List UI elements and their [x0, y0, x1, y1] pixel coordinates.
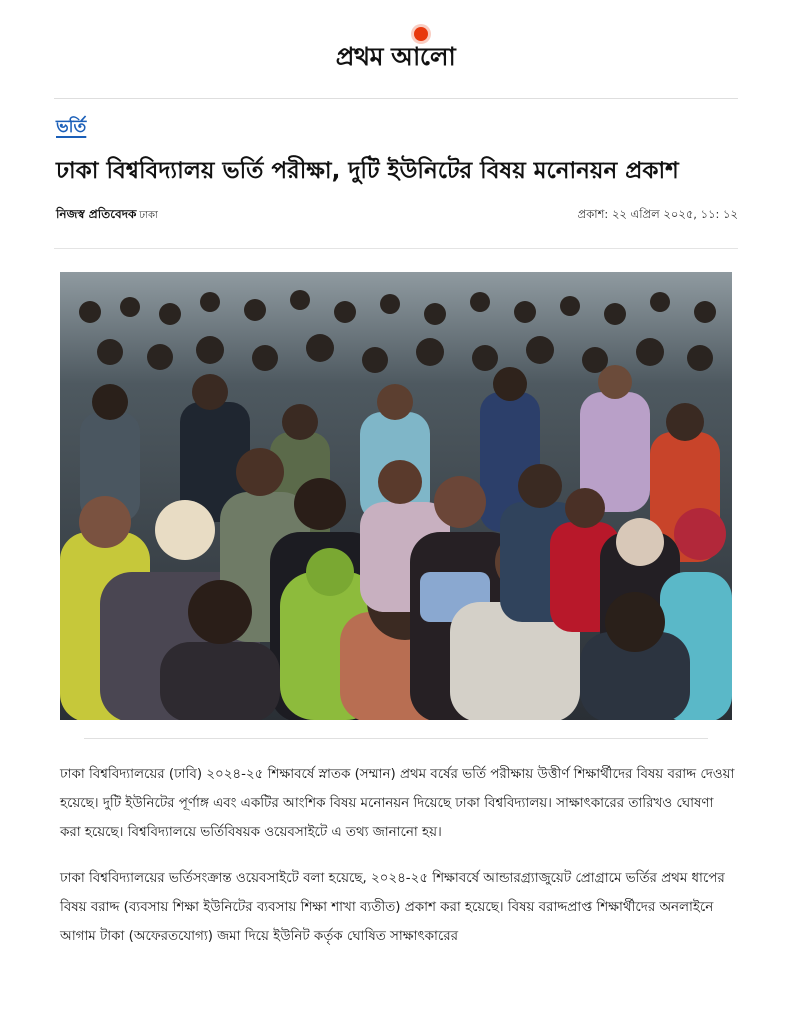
site-logo[interactable] — [336, 31, 456, 80]
article-body — [60, 760, 736, 968]
logo-sun-icon — [414, 27, 428, 41]
masthead — [0, 30, 791, 80]
byline-divider — [54, 248, 738, 249]
caption-divider — [84, 738, 708, 739]
header-divider — [54, 98, 738, 99]
author-name[interactable]: নিজস্ব প্রতিবেদক — [56, 207, 137, 221]
logo-text: প্রথম আলো — [335, 41, 456, 71]
paragraph: ঢাকা বিশ্ববিদ্যালয়ের ভর্তিসংক্রান্ত ওয়েবসাইটে বলা হয়েছে, ২০২৪-২৫ শিক্ষাবর্ষে আন্ডারগ্র্যাজুয়েট প্রোগ্রামে ভর্তির প্রথম ধাপের বিষয় বরাদ্দ (ব্যবসায় শিক্ষা ইউনিটের ব্যবসায় শিক্ষা শাখা ব্যতীত) প্রকাশ করা হয়েছে। বিষয় বরাদ্দপ্রাপ্ত শিক্ষার্থীদের অনলাইনে আগাম টাকা (অফেরতযোগ্য) জমা দিয়ে ইউনিট কর্তৃক ঘোষিত সাক্ষাৎকারের — [60, 871, 725, 944]
byline — [56, 206, 738, 226]
article-photo — [60, 272, 732, 720]
paragraph: ঢাকা বিশ্ববিদ্যালয়ের (ঢাবি) ২০২৪-২৫ শিক্ষাবর্ষে স্নাতক (সম্মান) প্রথম বর্ষের ভর্তি পরীক্ষায় উত্তীর্ণ শিক্ষার্থীদের বিষয় বরাদ্দ দেওয়া হয়েছে। দুটি ইউনিটের পূর্ণাঙ্গ এবং একটির আংশিক বিষয় মনোনয়ন দিয়েছে ঢাকা বিশ্ববিদ্যালয়। সাক্ষাৎকারের তারিখও ঘোষণা করা হয়েছে। বিশ্ববিদ্যালয়ে ভর্তিবিষয়ক ওয়েবসাইটে এ তথ্য জানানো হয়। — [60, 767, 735, 840]
author — [56, 206, 158, 226]
publish-date: প্রকাশ: ২২ এপ্রিল ২০২৫, ১১: ১২ — [577, 207, 738, 221]
author-location: ঢাকা — [139, 210, 158, 221]
article-headline: ঢাকা বিশ্ববিদ্যালয় ভর্তি পরীক্ষা, দুটি ইউনিটের বিষয় মনোনয়ন প্রকাশ — [56, 158, 679, 184]
crowd-photo — [60, 272, 732, 720]
section-link[interactable]: ভর্তি — [56, 117, 87, 137]
